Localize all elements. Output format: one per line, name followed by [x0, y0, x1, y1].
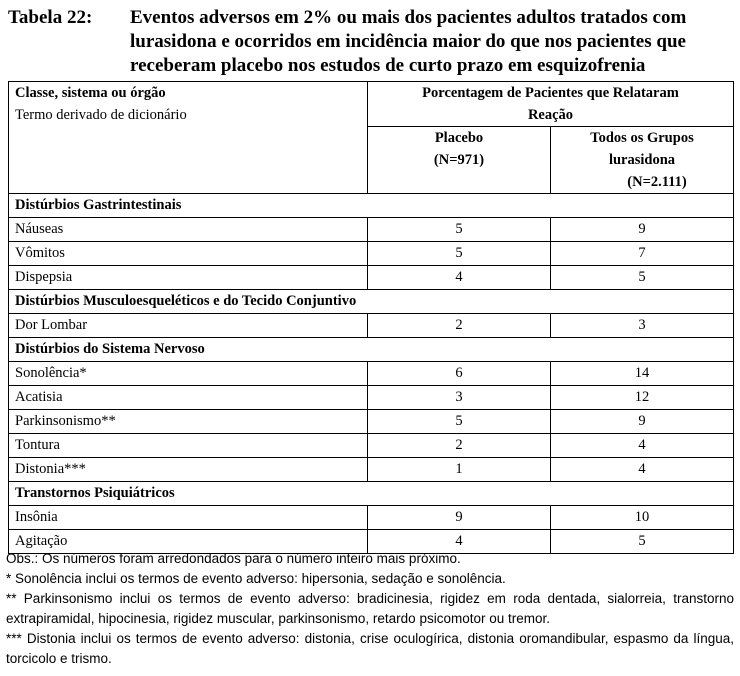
table-number: Tabela 22:: [8, 7, 93, 28]
header-term-label: Termo derivado de dicionário: [15, 107, 187, 123]
table-title: [130, 6, 736, 78]
header-lurasidona-n: (N=2.111): [627, 174, 687, 190]
lurasidona-value: 9: [551, 410, 734, 434]
header-placebo-cell: [368, 127, 551, 194]
table-title-line: lurasidona e ocorridos em incidência maior do que nos pacientes que: [130, 31, 686, 52]
header-percent-line: Porcentagem de Pacientes que Relataram: [422, 85, 679, 101]
header-lurasidona-label: lurasidona: [608, 152, 676, 168]
table-row: [9, 266, 734, 290]
lurasidona-value: 12: [551, 386, 734, 410]
term-cell: Distonia***: [9, 458, 368, 482]
section-title: Distúrbios Gastrintestinais: [9, 194, 734, 218]
footnote: * Sonolência inclui os termos de evento adverso: hipersonia, sedação e sonolência.: [6, 571, 506, 586]
header-row: [9, 82, 734, 127]
header-percent-cell: [368, 82, 734, 127]
placebo-value: 2: [368, 314, 551, 338]
table-footnotes: [6, 549, 734, 669]
header-class-label: Classe, sistema ou órgão: [15, 85, 166, 101]
table-row: [9, 242, 734, 266]
section-row: [9, 482, 734, 506]
table-row: [9, 434, 734, 458]
placebo-value: 5: [368, 242, 551, 266]
term-cell: Dispepsia: [9, 266, 368, 290]
term-cell: Tontura: [9, 434, 368, 458]
placebo-value: 4: [368, 266, 551, 290]
adverse-events-table: [8, 81, 734, 554]
placebo-value: 6: [368, 362, 551, 386]
placebo-value: 4: [368, 530, 551, 554]
table-row: [9, 386, 734, 410]
lurasidona-value: 7: [551, 242, 734, 266]
table-row: [9, 362, 734, 386]
section-title: Distúrbios Musculoesqueléticos e do Tecido Conjuntivo: [9, 290, 734, 314]
lurasidona-value: 5: [551, 530, 734, 554]
table-row: [9, 506, 734, 530]
lurasidona-value: 3: [551, 314, 734, 338]
section-title: Distúrbios do Sistema Nervoso: [9, 338, 734, 362]
table-title-line: receberam placebo nos estudos de curto prazo em esquizofrenia: [130, 55, 646, 76]
term-cell: Parkinsonismo**: [9, 410, 368, 434]
header-placebo-n: (N=971): [433, 152, 485, 168]
lurasidona-value: 9: [551, 218, 734, 242]
term-cell: Vômitos: [9, 242, 368, 266]
table-row: [9, 458, 734, 482]
term-cell: Sonolência*: [9, 362, 368, 386]
footnote: Obs.: Os números foram arredondados para o número inteiro mais próximo.: [6, 551, 461, 566]
placebo-value: 5: [368, 218, 551, 242]
placebo-value: 9: [368, 506, 551, 530]
placebo-value: 2: [368, 434, 551, 458]
table-row: [9, 314, 734, 338]
lurasidona-value: 5: [551, 266, 734, 290]
header-percent-line: Reação: [527, 107, 574, 123]
placebo-value: 3: [368, 386, 551, 410]
placebo-value: 5: [368, 410, 551, 434]
lurasidona-value: 4: [551, 434, 734, 458]
term-cell: Insônia: [9, 506, 368, 530]
header-class-cell: [9, 82, 368, 194]
section-row: [9, 194, 734, 218]
section-row: [9, 290, 734, 314]
footnote: *** Distonia inclui os termos de evento adverso: distonia, crise oculogírica, distonia oromandibular, espasmo da língua, torcicolo e trismo.: [6, 631, 734, 666]
term-cell: Dor Lombar: [9, 314, 368, 338]
term-cell: Acatisia: [9, 386, 368, 410]
lurasidona-value: 14: [551, 362, 734, 386]
table-row: [9, 218, 734, 242]
lurasidona-value: 4: [551, 458, 734, 482]
term-cell: Náuseas: [9, 218, 368, 242]
placebo-value: 1: [368, 458, 551, 482]
section-row: [9, 338, 734, 362]
term-cell: Agitação: [9, 530, 368, 554]
table-title-line: Eventos adversos em 2% ou mais dos pacientes adultos tratados com: [130, 7, 687, 28]
header-placebo-label: Placebo: [434, 130, 484, 146]
header-lurasidona-cell: [551, 127, 734, 194]
table-row: [9, 410, 734, 434]
header-lurasidona-label: Todos os Grupos: [590, 130, 694, 146]
footnote: ** Parkinsonismo inclui os termos de evento adverso: bradicinesia, rigidez em roda dentada, sialorreia, transtorno extrapiramidal, hipocinesia, rigidez muscular, parkinsonismo, retardo psicomotor ou tremor.: [6, 591, 734, 626]
section-title: Transtornos Psiquiátricos: [9, 482, 734, 506]
lurasidona-value: 10: [551, 506, 734, 530]
